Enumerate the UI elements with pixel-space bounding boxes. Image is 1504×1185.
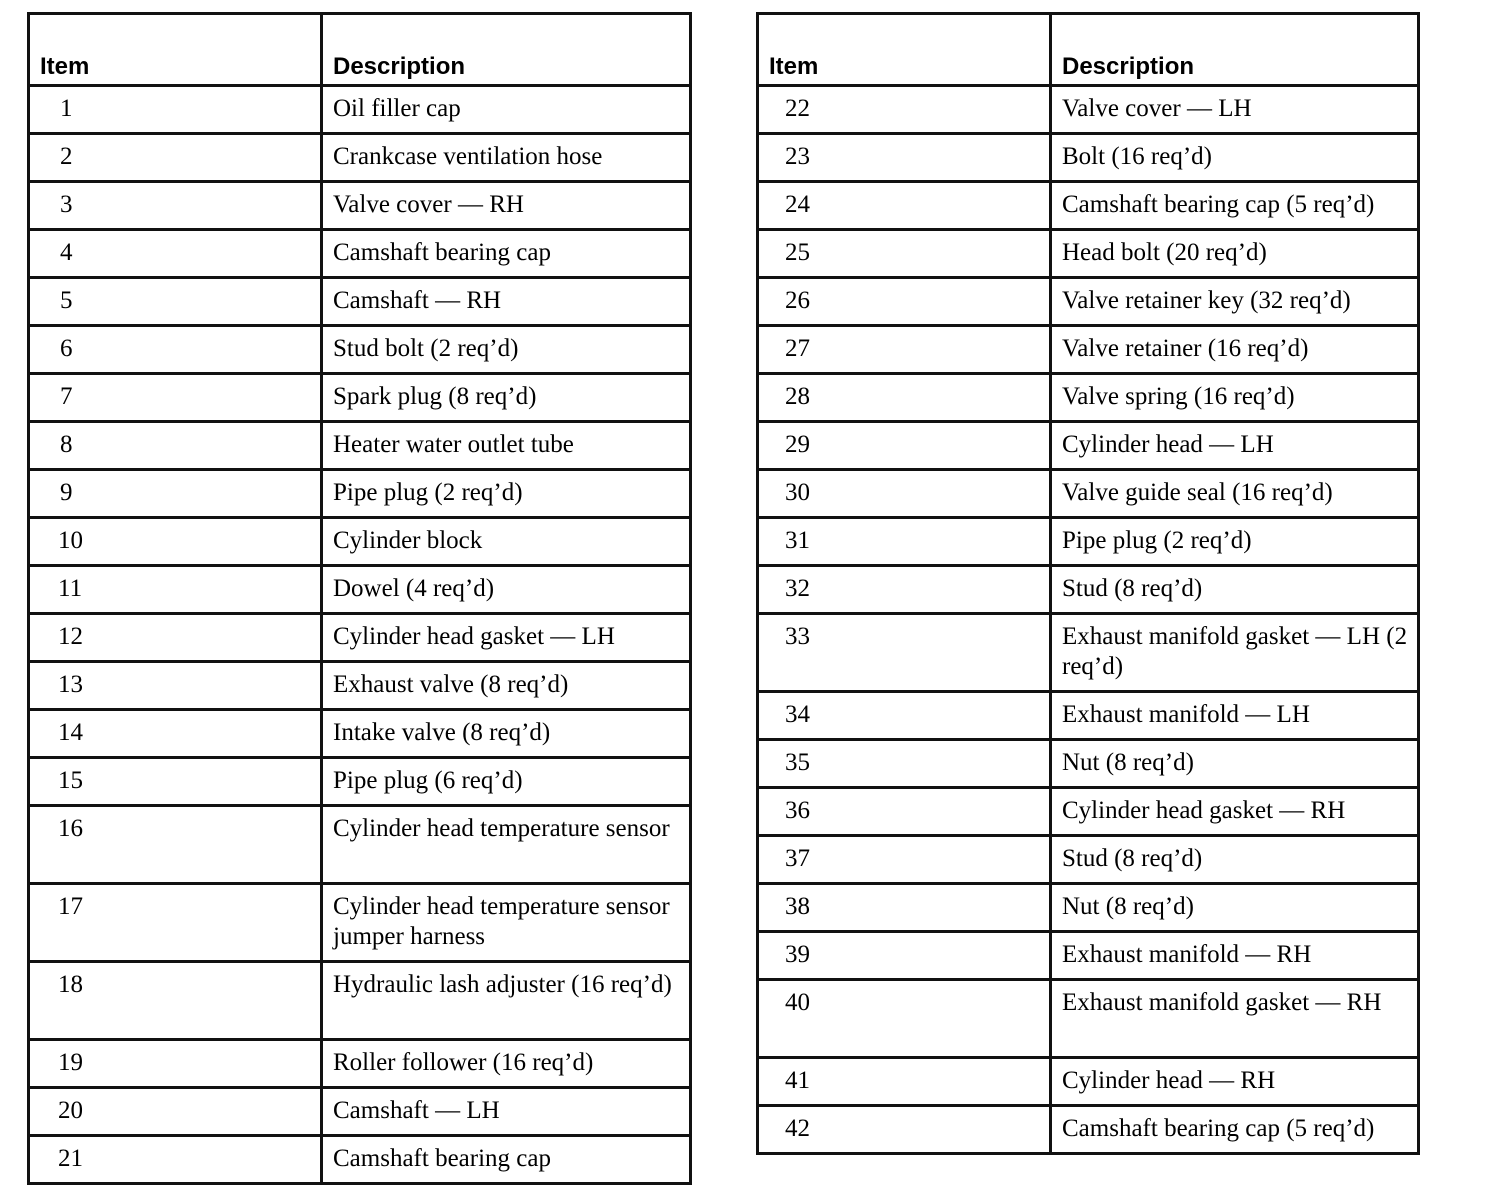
item-number-cell: 18	[29, 962, 322, 1040]
item-number-cell: 24	[758, 182, 1051, 230]
item-number-cell: 14	[29, 710, 322, 758]
description-cell: Cylinder block	[322, 518, 691, 566]
description-cell: Cylinder head temperature sensor	[322, 806, 691, 884]
table-row	[29, 1088, 691, 1136]
table-header-row	[29, 14, 691, 86]
item-number-cell: 4	[29, 230, 322, 278]
item-number-cell: 33	[758, 614, 1051, 692]
description-cell: Pipe plug (2 req’d)	[322, 470, 691, 518]
item-number-cell: 35	[758, 740, 1051, 788]
item-number-cell: 31	[758, 518, 1051, 566]
description-cell: Camshaft — LH	[322, 1088, 691, 1136]
description-cell: Stud (8 req’d)	[1051, 566, 1419, 614]
parts-table-right	[756, 12, 1420, 1155]
description-cell: Oil filler cap	[322, 86, 691, 134]
description-cell: Exhaust valve (8 req’d)	[322, 662, 691, 710]
table-row	[758, 932, 1419, 980]
description-cell: Valve cover — LH	[1051, 86, 1419, 134]
table-row	[29, 614, 691, 662]
item-number-cell: 37	[758, 836, 1051, 884]
description-cell: Valve retainer (16 req’d)	[1051, 326, 1419, 374]
description-cell: Exhaust manifold gasket — RH	[1051, 980, 1419, 1058]
item-column-header: Item	[758, 14, 1051, 86]
table-row	[758, 278, 1419, 326]
description-column-header: Description	[1051, 14, 1419, 86]
item-number-cell: 42	[758, 1106, 1051, 1154]
table-row	[29, 758, 691, 806]
description-cell: Intake valve (8 req’d)	[322, 710, 691, 758]
table-row	[758, 884, 1419, 932]
description-cell: Cylinder head gasket — LH	[322, 614, 691, 662]
description-cell: Bolt (16 req’d)	[1051, 134, 1419, 182]
table-row	[758, 374, 1419, 422]
item-number-cell: 26	[758, 278, 1051, 326]
item-number-cell: 38	[758, 884, 1051, 932]
item-number-cell: 2	[29, 134, 322, 182]
table-row	[29, 710, 691, 758]
item-number-cell: 34	[758, 692, 1051, 740]
description-cell: Exhaust manifold — RH	[1051, 932, 1419, 980]
table-row	[29, 962, 691, 1040]
description-cell: Pipe plug (2 req’d)	[1051, 518, 1419, 566]
table-row	[758, 518, 1419, 566]
table-row	[29, 518, 691, 566]
item-number-cell: 39	[758, 932, 1051, 980]
table-row	[758, 326, 1419, 374]
description-cell: Cylinder head temperature sensor jumper harness	[322, 884, 691, 962]
table-row	[29, 278, 691, 326]
description-cell: Hydraulic lash adjuster (16 req’d)	[322, 962, 691, 1040]
description-cell: Dowel (4 req’d)	[322, 566, 691, 614]
item-number-cell: 17	[29, 884, 322, 962]
description-cell: Camshaft bearing cap (5 req’d)	[1051, 182, 1419, 230]
description-cell: Heater water outlet tube	[322, 422, 691, 470]
item-number-cell: 21	[29, 1136, 322, 1184]
table-row	[758, 836, 1419, 884]
table-row	[758, 230, 1419, 278]
item-number-cell: 28	[758, 374, 1051, 422]
table-row	[758, 422, 1419, 470]
item-number-cell: 40	[758, 980, 1051, 1058]
description-cell: Valve guide seal (16 req’d)	[1051, 470, 1419, 518]
description-cell: Camshaft bearing cap	[322, 1136, 691, 1184]
item-number-cell: 30	[758, 470, 1051, 518]
description-cell: Cylinder head gasket — RH	[1051, 788, 1419, 836]
item-number-cell: 6	[29, 326, 322, 374]
table-row	[29, 1136, 691, 1184]
table-row	[758, 182, 1419, 230]
description-cell: Exhaust manifold — LH	[1051, 692, 1419, 740]
item-column-header: Item	[29, 14, 322, 86]
table-row	[758, 134, 1419, 182]
item-number-cell: 27	[758, 326, 1051, 374]
table-row	[29, 422, 691, 470]
table-row	[29, 806, 691, 884]
item-number-cell: 25	[758, 230, 1051, 278]
description-cell: Valve cover — RH	[322, 182, 691, 230]
description-cell: Stud bolt (2 req’d)	[322, 326, 691, 374]
table-row	[29, 374, 691, 422]
description-cell: Valve spring (16 req’d)	[1051, 374, 1419, 422]
item-number-cell: 9	[29, 470, 322, 518]
item-number-cell: 11	[29, 566, 322, 614]
table-header-row	[758, 14, 1419, 86]
description-cell: Spark plug (8 req’d)	[322, 374, 691, 422]
table-row	[758, 86, 1419, 134]
item-number-cell: 32	[758, 566, 1051, 614]
table-row	[758, 692, 1419, 740]
table-row	[29, 470, 691, 518]
description-cell: Roller follower (16 req’d)	[322, 1040, 691, 1088]
item-number-cell: 19	[29, 1040, 322, 1088]
item-number-cell: 36	[758, 788, 1051, 836]
table-row	[29, 326, 691, 374]
table-row	[758, 614, 1419, 692]
item-number-cell: 7	[29, 374, 322, 422]
description-cell: Nut (8 req’d)	[1051, 740, 1419, 788]
item-number-cell: 22	[758, 86, 1051, 134]
table-row	[29, 134, 691, 182]
description-cell: Pipe plug (6 req’d)	[322, 758, 691, 806]
description-cell: Crankcase ventilation hose	[322, 134, 691, 182]
description-cell: Head bolt (20 req’d)	[1051, 230, 1419, 278]
table-row	[758, 1058, 1419, 1106]
item-number-cell: 3	[29, 182, 322, 230]
description-cell: Cylinder head — LH	[1051, 422, 1419, 470]
table-row	[29, 86, 691, 134]
description-cell: Stud (8 req’d)	[1051, 836, 1419, 884]
item-number-cell: 41	[758, 1058, 1051, 1106]
description-cell: Exhaust manifold gasket — LH (2 req’d)	[1051, 614, 1419, 692]
description-cell: Camshaft bearing cap	[322, 230, 691, 278]
table-row	[29, 182, 691, 230]
item-number-cell: 13	[29, 662, 322, 710]
table-row	[29, 884, 691, 962]
table-row	[29, 230, 691, 278]
table-row	[29, 662, 691, 710]
description-cell: Cylinder head — RH	[1051, 1058, 1419, 1106]
table-row	[758, 740, 1419, 788]
table-row	[758, 1106, 1419, 1154]
table-row	[758, 470, 1419, 518]
parts-table-left	[27, 12, 692, 1185]
description-cell: Camshaft — RH	[322, 278, 691, 326]
description-cell: Valve retainer key (32 req’d)	[1051, 278, 1419, 326]
item-number-cell: 20	[29, 1088, 322, 1136]
table-row	[29, 1040, 691, 1088]
item-number-cell: 8	[29, 422, 322, 470]
description-cell: Camshaft bearing cap (5 req’d)	[1051, 1106, 1419, 1154]
item-number-cell: 10	[29, 518, 322, 566]
item-number-cell: 15	[29, 758, 322, 806]
table-row	[758, 980, 1419, 1058]
table-row	[758, 788, 1419, 836]
item-number-cell: 23	[758, 134, 1051, 182]
item-number-cell: 16	[29, 806, 322, 884]
description-cell: Nut (8 req’d)	[1051, 884, 1419, 932]
item-number-cell: 12	[29, 614, 322, 662]
item-number-cell: 29	[758, 422, 1051, 470]
table-row	[29, 566, 691, 614]
item-number-cell: 5	[29, 278, 322, 326]
item-number-cell: 1	[29, 86, 322, 134]
description-column-header: Description	[322, 14, 691, 86]
table-row	[758, 566, 1419, 614]
